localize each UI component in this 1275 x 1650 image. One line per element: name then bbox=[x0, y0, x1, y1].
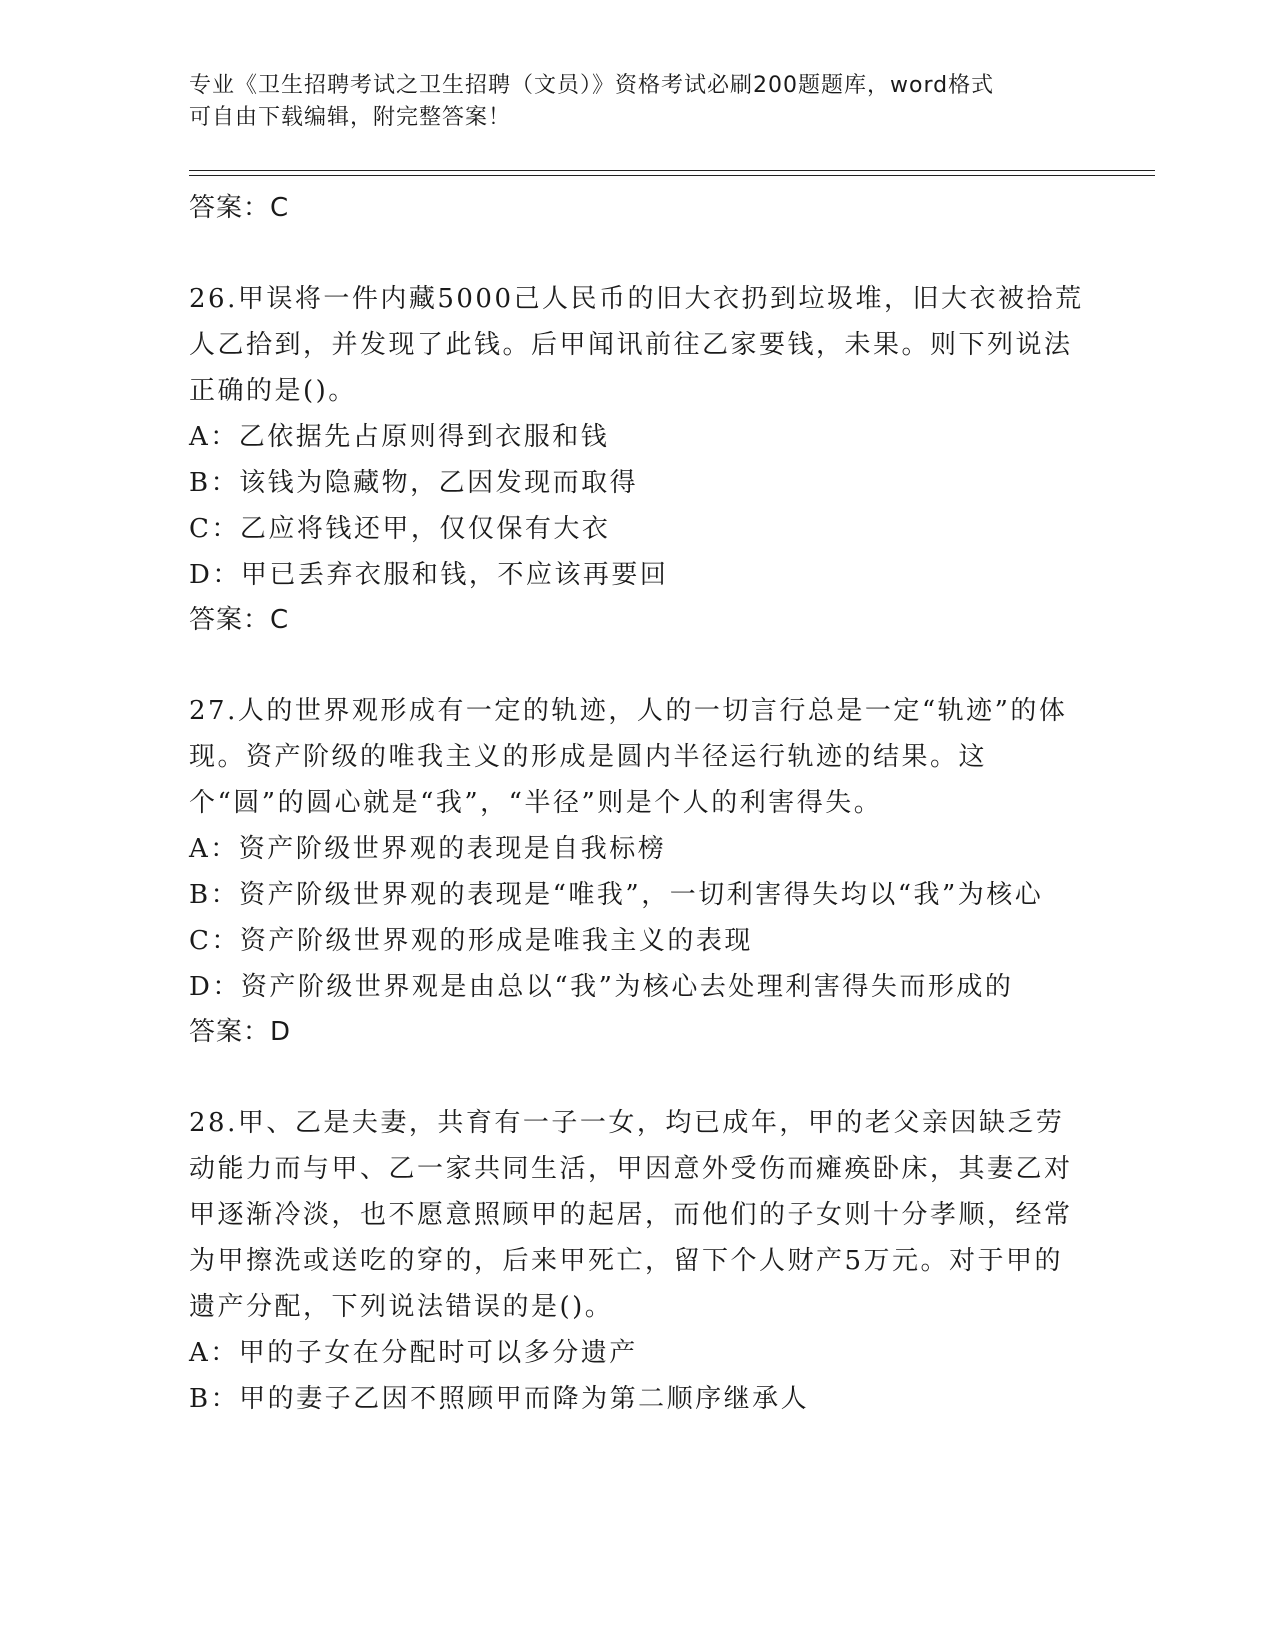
header-line-1: 专业《卫生招聘考试之卫生招聘（文员）》资格考试必刷200题题库，word格式 bbox=[189, 73, 995, 98]
header-rule-bottom bbox=[189, 175, 1155, 176]
option-a: A：乙依据先占原则得到衣服和钱 bbox=[189, 422, 610, 452]
header-line-2: 可自由下载编辑，附完整答案！ bbox=[189, 105, 512, 130]
option-b: B：该钱为隐藏物，乙因发现而取得 bbox=[189, 468, 639, 498]
question-28 bbox=[189, 1100, 1089, 1422]
answer-line: 答案：C bbox=[189, 193, 290, 223]
question-27 bbox=[189, 688, 1089, 1054]
document-body bbox=[189, 186, 1089, 1422]
option-c: C：乙应将钱还甲，仅仅保有大衣 bbox=[189, 514, 611, 544]
question-26 bbox=[189, 276, 1089, 642]
answer-line: 答案：C bbox=[189, 605, 290, 635]
option-b: B：甲的妻子乙因不照顾甲而降为第二顺序继承人 bbox=[189, 1384, 810, 1414]
option-c: C：资产阶级世界观的形成是唯我主义的表现 bbox=[189, 926, 753, 956]
header-rule-top bbox=[189, 170, 1155, 171]
option-d: D：资产阶级世界观是由总以“我”为核心去处理利害得失而形成的 bbox=[189, 972, 1014, 1002]
document-header bbox=[189, 70, 1089, 134]
option-a: A：资产阶级世界观的表现是自我标榜 bbox=[189, 834, 667, 864]
option-b: B：资产阶级世界观的表现是“唯我”，一切利害得失均以“我”为核心 bbox=[189, 880, 1044, 910]
question-stem: 28.甲、乙是夫妻，共育有一子一女，均已成年，甲的老父亲因缺乏劳动能力而与甲、乙一家共同生活，甲因意外受伤而瘫痪卧床，其妻乙对甲逐渐冷淡，也不愿意照顾甲的起居，而他们的子女则十分孝顺，经常为甲擦洗或送吃的穿的，后来甲死亡，留下个人财产5万元。对于甲的遗产分配，下列说法错误的是()。 bbox=[189, 1108, 1073, 1322]
option-a: A：甲的子女在分配时可以多分遗产 bbox=[189, 1338, 638, 1368]
option-d: D：甲已丢弃衣服和钱，不应该再要回 bbox=[189, 560, 669, 590]
answer-line: 答案：D bbox=[189, 1017, 292, 1047]
question-stem: 27.人的世界观形成有一定的轨迹，人的一切言行总是一定“轨迹”的体现。资产阶级的唯我主义的形成是圆内半径运行轨迹的结果。这个“圆”的圆心就是“我”，“半径”则是个人的利害得失。 bbox=[189, 696, 1068, 818]
question-stem: 26.甲误将一件内藏5000己人民币的旧大衣扔到垃圾堆，旧大衣被拾荒人乙拾到，并发现了此钱。后甲闻讯前往乙家要钱，未果。则下列说法正确的是()。 bbox=[189, 284, 1084, 406]
